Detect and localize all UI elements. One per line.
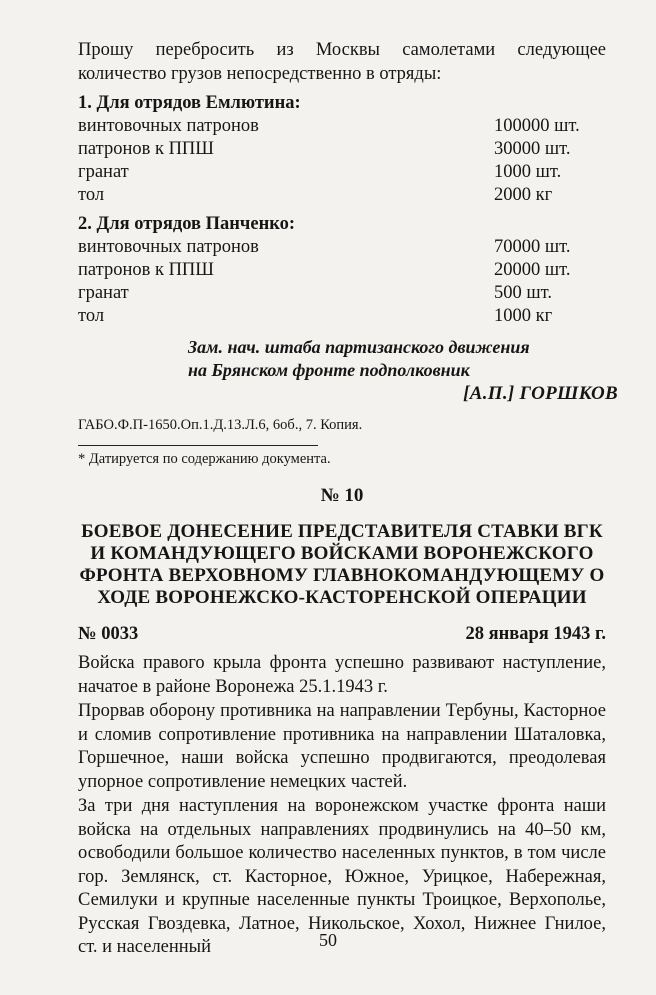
cargo-section-2	[78, 213, 606, 328]
cargo-qty: 100000 шт.	[494, 116, 580, 136]
page-number: 50	[319, 930, 337, 950]
document-date: 28 января 1943 г.	[465, 624, 606, 644]
signature-title-line-2: на Брянском фронте подполковник	[188, 360, 470, 380]
cargo-name: патронов к ППШ	[78, 139, 214, 159]
page-body	[78, 38, 618, 960]
document-number: № 10	[320, 485, 364, 506]
cargo-name: гранат	[78, 162, 129, 182]
cargo-qty: 1000 кг	[494, 306, 553, 326]
cargo-qty: 70000 шт.	[494, 237, 571, 257]
cargo-row	[78, 115, 606, 138]
document-meta	[78, 623, 606, 646]
reference-number: № 0033	[78, 624, 139, 644]
cargo-row	[78, 184, 606, 207]
cargo-name: патронов к ППШ	[78, 260, 214, 280]
cargo-qty: 500 шт.	[494, 283, 552, 303]
cargo-qty: 20000 шт.	[494, 260, 571, 280]
cargo-name: винтовочных патронов	[78, 237, 259, 257]
archive-reference: ГАБО.Ф.П-1650.Оп.1.Д.13.Л.6, 6об., 7. Копия.	[78, 417, 363, 433]
cargo-name: винтовочных патронов	[78, 116, 259, 136]
footnote-divider	[78, 445, 318, 446]
cargo-name: тол	[78, 185, 105, 205]
section-title: 2. Для отрядов Панченко:	[78, 214, 296, 234]
section-title: 1. Для отрядов Емлютина:	[78, 93, 301, 113]
cargo-row	[78, 161, 606, 184]
body-paragraph: Войска правого крыла фронта успешно развивают наступление, начатое в районе Воронежа 25.1.1943 г.	[78, 653, 606, 697]
document-title: БОЕВОЕ ДОНЕСЕНИЕ ПРЕДСТАВИТЕЛЯ СТАВКИ ВГК И КОМАНДУЮЩЕГО ВОЙСКАМИ ВОРОНЕЖСКОГО ФРОНТА ВЕРХОВНОМУ ГЛАВНОКОМАНДУЮЩЕМУ О ХОДЕ ВОРОНЕЖСКО-КАСТОРЕНСКОЙ ОПЕРАЦИИ	[79, 521, 605, 608]
cargo-row	[78, 259, 606, 282]
body-paragraph: За три дня наступления на воронежском участке фронта наши войска на отдельных направлениях продвинулись на 40–50 км, освободили большое количество населенных пунктов, в том числе гор. Землянск, ст. Касторное, Южное, Урицкое, Набережная, Семилуки и крупные населенные пункты Троицкое, Верхополье, Русская Гвоздевка, Латное, Никольское, Хохол, Нижнее Гнилое, ст. и населенный	[78, 796, 606, 957]
cargo-qty: 2000 кг	[494, 185, 553, 205]
cargo-qty: 30000 шт.	[494, 139, 571, 159]
cargo-name: тол	[78, 306, 105, 326]
report-body	[78, 652, 606, 960]
cargo-row	[78, 236, 606, 259]
cargo-row	[78, 305, 606, 328]
cargo-row	[78, 282, 606, 305]
footnote: * Датируется по содержанию документа.	[78, 451, 331, 467]
signature-name: [А.П.] ГОРШКОВ	[463, 383, 618, 404]
signature-title-line-1: Зам. нач. штаба партизанского движения	[188, 337, 530, 357]
cargo-row	[78, 138, 606, 161]
body-paragraph: Прорвав оборону противника на направлении Тербуны, Касторное и сломив сопротивление противника на направлении Шаталовка, Горшечное, наши войска успешно продвигаются, преодолевая упорное сопротивление немецких частей.	[78, 701, 606, 792]
cargo-name: гранат	[78, 283, 129, 303]
signature-block	[78, 336, 618, 405]
cargo-qty: 1000 шт.	[494, 162, 562, 182]
cargo-section-1	[78, 92, 606, 207]
intro-paragraph: Прошу перебросить из Москвы самолетами следующее количество грузов непосредственно в отряды:	[78, 40, 606, 84]
